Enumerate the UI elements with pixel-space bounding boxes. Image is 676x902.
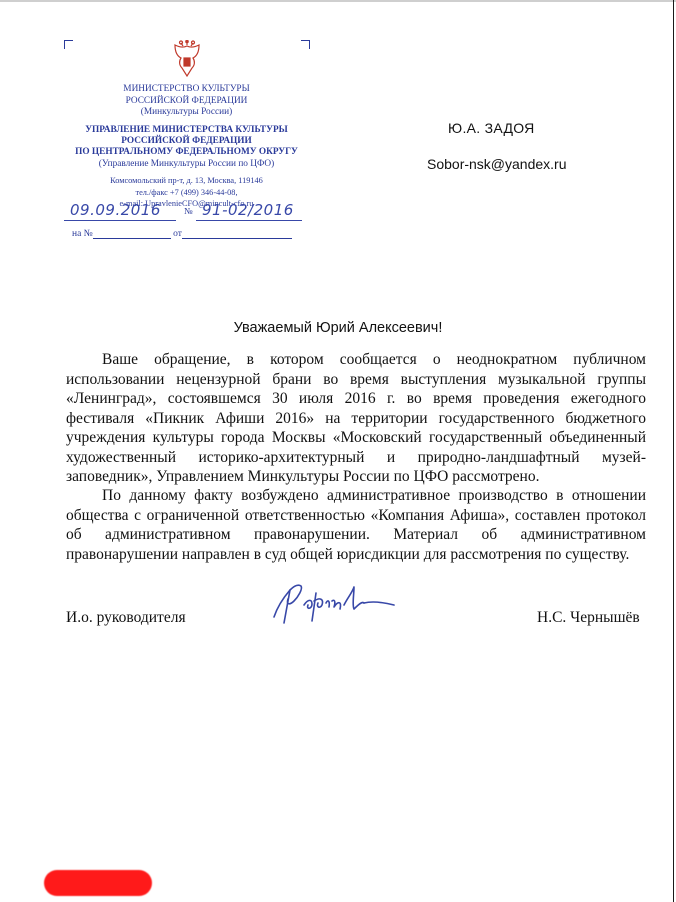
handwritten-number: 91-02/2016 <box>202 201 294 219</box>
letterhead <box>64 40 309 210</box>
ministry-short-name: (Минкультуры России) <box>140 107 233 117</box>
reply-from-label: от <box>173 229 182 239</box>
department-name-line3: ПО ЦЕНТРАЛЬНОМУ ФЕДЕРАЛЬНОМУ ОКРУГУ <box>75 147 298 157</box>
coat-of-arms-icon <box>170 40 204 80</box>
page-top-edge <box>0 0 676 2</box>
ministry-name-line1: МИНИСТЕРСТВО КУЛЬТУРЫ <box>123 84 250 94</box>
department-address: Комсомольский пр-т, д. 13, Москва, 119146 <box>110 176 263 185</box>
number-underline <box>196 220 302 221</box>
date-underline <box>64 220 176 221</box>
addressee-email: Sobor-nsk@yandex.ru <box>427 156 567 172</box>
salutation: Уважаемый Юрий Алексеевич! <box>233 320 443 336</box>
reply-from-blank <box>182 238 292 239</box>
addressee-name: Ю.А. ЗАДОЯ <box>448 120 535 136</box>
number-prefix: № <box>184 206 193 216</box>
reply-number-blank <box>93 238 171 239</box>
outgoing-date-number <box>64 201 304 223</box>
department-email: e-mail: UpravlenieCFO@mincult-cfo.ru <box>119 199 254 208</box>
department-name-line2: РОССИЙСКОЙ ФЕДЕРАЦИИ <box>121 135 252 146</box>
page-right-edge <box>673 0 674 902</box>
department-phone: тел./факс +7 (499) 346-44-08, <box>135 187 238 197</box>
ministry-name-line2: РОССИЙСКОЙ ФЕДЕРАЦИИ <box>125 95 248 106</box>
department-short-name: (Управление Минкультуры России по ЦФО) <box>98 158 275 169</box>
handwritten-signature <box>268 575 400 635</box>
reply-number-label: на № <box>72 229 93 239</box>
signatory-title: И.о. руководителя <box>66 609 186 626</box>
body-paragraph-2: По данному факту возбуждено административное производство в отношении общества с ограниченной ответственностью «Компания Афиша», составлен протокол об административном правонарушении. Материал об административном правонарушении направлен в суд общей юрисдикции для рассмотрения по существу. <box>66 487 646 563</box>
redaction-mark <box>44 870 152 896</box>
reply-reference <box>72 229 292 239</box>
signatory-name: Н.С. Чернышёв <box>537 609 640 626</box>
department-name-line1: УПРАВЛЕНИЕ МИНИСТЕРСТВА КУЛЬТУРЫ <box>85 124 288 135</box>
handwritten-date: 09.09.2016 <box>70 201 161 219</box>
body-paragraph-1: Ваше обращение, в котором сообщается о неоднократном публичном использовании нецензурной брани во время выступления музыкальной группы «Ленинград», состоявшемся 30 июля 2016 г. во время проведения ежегодного фестиваля «Пикник Афиши 2016» на территории государственного бюджетного учреждения культуры города Москвы «Московский государственный объединенный художественный историко-архитектурный и природно-ландшафтный музей-заповедник», Управлением Минкультуры России по ЦФО рассмотрено. <box>66 351 646 485</box>
